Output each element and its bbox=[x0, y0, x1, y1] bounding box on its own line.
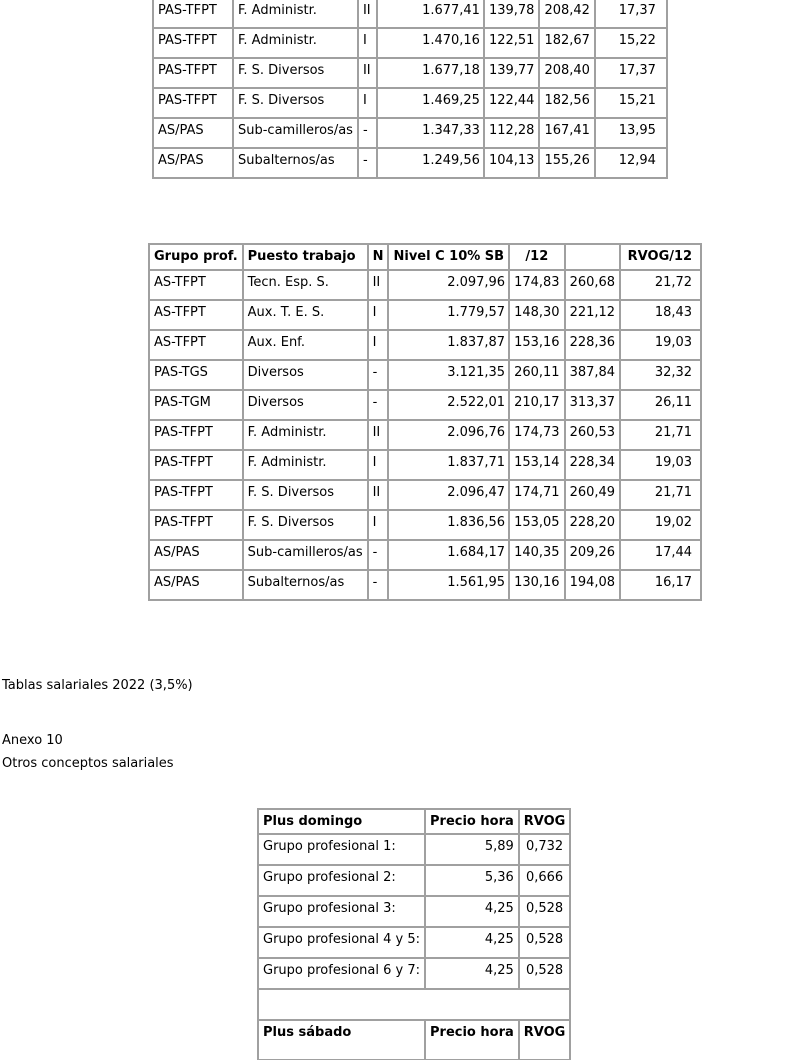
table-cell: PAS-TFPT bbox=[153, 88, 233, 118]
spacer-cell bbox=[258, 989, 570, 1020]
table-cell: 0,528 bbox=[519, 927, 571, 958]
table-row bbox=[149, 390, 701, 420]
table-cell: Diversos bbox=[243, 390, 368, 420]
table-cell: 153,05 bbox=[509, 510, 565, 540]
column-header-puesto-trabajo: Puesto trabajo bbox=[243, 244, 368, 270]
table-cell: 1.347,33 bbox=[377, 118, 484, 148]
table-cell: - bbox=[368, 390, 389, 420]
table-row bbox=[149, 540, 701, 570]
table-row bbox=[258, 927, 570, 958]
column-header-nivel-c: Nivel C 10% SB bbox=[388, 244, 509, 270]
table-cell: PAS-TFPT bbox=[153, 0, 233, 28]
table-cell: F. Administr. bbox=[243, 420, 368, 450]
table-cell: Grupo profesional 3: bbox=[258, 896, 425, 927]
table-spacer-row bbox=[258, 989, 570, 1020]
table-cell: 4,25 bbox=[425, 896, 519, 927]
table-cell: - bbox=[368, 570, 389, 600]
table-cell: 1.779,57 bbox=[388, 300, 509, 330]
table-row bbox=[153, 118, 667, 148]
table-cell: Tecn. Esp. S. bbox=[243, 270, 368, 300]
column-header-precio-hora: Precio hora bbox=[425, 809, 519, 834]
table-cell: II bbox=[368, 420, 389, 450]
table-cell: F. S. Diversos bbox=[243, 480, 368, 510]
table-cell: 0,732 bbox=[519, 834, 571, 865]
table-cell: 2.096,76 bbox=[388, 420, 509, 450]
table-cell: PAS-TFPT bbox=[149, 480, 243, 510]
column-header-div12: /12 bbox=[509, 244, 565, 270]
table-header-row bbox=[149, 244, 701, 270]
table-cell: PAS-TFPT bbox=[153, 58, 233, 88]
salary-table-nivel-c bbox=[148, 243, 702, 601]
table-cell: 228,34 bbox=[565, 450, 621, 480]
table-cell: 209,26 bbox=[565, 540, 621, 570]
column-header-grupo-prof: Grupo prof. bbox=[149, 244, 243, 270]
table-cell: 182,67 bbox=[539, 28, 595, 58]
table-row bbox=[258, 865, 570, 896]
table-cell: I bbox=[368, 510, 389, 540]
table-cell: 19,02 bbox=[620, 510, 701, 540]
table-cell: - bbox=[358, 118, 377, 148]
table-cell: Aux. Enf. bbox=[243, 330, 368, 360]
table-row bbox=[153, 28, 667, 58]
table-cell: 112,28 bbox=[484, 118, 540, 148]
table-cell: 17,37 bbox=[595, 0, 667, 28]
table-row bbox=[149, 300, 701, 330]
table-cell: 228,36 bbox=[565, 330, 621, 360]
table-cell: 0,528 bbox=[519, 896, 571, 927]
table-cell: 26,11 bbox=[620, 390, 701, 420]
table-row bbox=[149, 480, 701, 510]
table-row bbox=[149, 450, 701, 480]
table-cell: 387,84 bbox=[565, 360, 621, 390]
table-cell: 139,78 bbox=[484, 0, 540, 28]
table-row bbox=[258, 834, 570, 865]
table-cell: II bbox=[358, 58, 377, 88]
table-cell: 1.836,56 bbox=[388, 510, 509, 540]
table-cell: 16,17 bbox=[620, 570, 701, 600]
table-cell: 4,25 bbox=[425, 958, 519, 989]
table-cell: Subalternos/as bbox=[243, 570, 368, 600]
table-cell: 260,11 bbox=[509, 360, 565, 390]
table-cell: 221,12 bbox=[565, 300, 621, 330]
table-cell: 208,40 bbox=[539, 58, 595, 88]
tablas-salariales-2022-heading: Tablas salariales 2022 (3,5%) bbox=[2, 678, 193, 693]
column-header-rvog: RVOG bbox=[519, 809, 571, 834]
column-header-precio-hora: Precio hora bbox=[425, 1020, 519, 1060]
table-cell: F. Administr. bbox=[233, 0, 358, 28]
table-cell: AS/PAS bbox=[153, 118, 233, 148]
column-header-rvog12: RVOG/12 bbox=[620, 244, 701, 270]
table-cell: 104,13 bbox=[484, 148, 540, 178]
table-cell: 3.121,35 bbox=[388, 360, 509, 390]
table-cell: - bbox=[368, 540, 389, 570]
table-cell: 140,35 bbox=[509, 540, 565, 570]
table-cell: PAS-TGM bbox=[149, 390, 243, 420]
table-row bbox=[149, 570, 701, 600]
table-cell: 153,16 bbox=[509, 330, 565, 360]
table-cell: 2.097,96 bbox=[388, 270, 509, 300]
table-cell: Grupo profesional 4 y 5: bbox=[258, 927, 425, 958]
table-cell: 1.249,56 bbox=[377, 148, 484, 178]
table-cell: 5,89 bbox=[425, 834, 519, 865]
table-cell: 167,41 bbox=[539, 118, 595, 148]
table-cell: 17,44 bbox=[620, 540, 701, 570]
otros-conceptos-heading: Otros conceptos salariales bbox=[2, 756, 174, 771]
column-header-n: N bbox=[368, 244, 389, 270]
table-cell: AS-TFPT bbox=[149, 270, 243, 300]
table-cell: Sub-camilleros/as bbox=[243, 540, 368, 570]
table-cell: 15,22 bbox=[595, 28, 667, 58]
table-row bbox=[149, 420, 701, 450]
table-cell: 12,94 bbox=[595, 148, 667, 178]
table-cell: 1.837,87 bbox=[388, 330, 509, 360]
table-cell: Aux. T. E. S. bbox=[243, 300, 368, 330]
plus-domingo-sabado-table bbox=[257, 808, 571, 1060]
table-cell: 0,528 bbox=[519, 958, 571, 989]
table-cell: 182,56 bbox=[539, 88, 595, 118]
anexo-10-heading: Anexo 10 bbox=[2, 733, 63, 748]
table-cell: 210,17 bbox=[509, 390, 565, 420]
table-cell: Diversos bbox=[243, 360, 368, 390]
table-cell: 153,14 bbox=[509, 450, 565, 480]
table-cell: AS-TFPT bbox=[149, 300, 243, 330]
table-cell: 1.684,17 bbox=[388, 540, 509, 570]
table-cell: F. S. Diversos bbox=[233, 58, 358, 88]
table-cell: 260,68 bbox=[565, 270, 621, 300]
salary-table-continuation bbox=[152, 0, 668, 179]
table-cell: 21,72 bbox=[620, 270, 701, 300]
table-row bbox=[258, 958, 570, 989]
table-cell: 208,42 bbox=[539, 0, 595, 28]
table-cell: 1.677,18 bbox=[377, 58, 484, 88]
table-row bbox=[153, 0, 667, 28]
table-cell: Grupo profesional 6 y 7: bbox=[258, 958, 425, 989]
column-header-empty bbox=[565, 244, 621, 270]
plus-domingo-header-row bbox=[258, 809, 570, 834]
table-row bbox=[149, 270, 701, 300]
table-row bbox=[149, 360, 701, 390]
table-cell: 174,83 bbox=[509, 270, 565, 300]
table-cell: 13,95 bbox=[595, 118, 667, 148]
table-cell: 5,36 bbox=[425, 865, 519, 896]
table-cell: 174,71 bbox=[509, 480, 565, 510]
table-cell: PAS-TFPT bbox=[149, 510, 243, 540]
table-cell: 32,32 bbox=[620, 360, 701, 390]
table-cell: 148,30 bbox=[509, 300, 565, 330]
table-cell: 130,16 bbox=[509, 570, 565, 600]
table-cell: II bbox=[368, 270, 389, 300]
column-header-plus-sabado: Plus sábado bbox=[258, 1020, 425, 1060]
table-cell: I bbox=[368, 450, 389, 480]
table-cell: AS/PAS bbox=[149, 540, 243, 570]
table-cell: 4,25 bbox=[425, 927, 519, 958]
table-cell: 1.561,95 bbox=[388, 570, 509, 600]
table-cell: 0,666 bbox=[519, 865, 571, 896]
salary-table-continuation-wrap bbox=[152, 0, 668, 179]
table-cell: Grupo profesional 1: bbox=[258, 834, 425, 865]
table-cell: II bbox=[358, 0, 377, 28]
table-row bbox=[258, 896, 570, 927]
table-cell: F. Administr. bbox=[233, 28, 358, 58]
table-row bbox=[149, 510, 701, 540]
table-cell: 155,26 bbox=[539, 148, 595, 178]
plus-table-wrap bbox=[257, 808, 571, 1060]
table-cell: AS/PAS bbox=[153, 148, 233, 178]
table-cell: 260,49 bbox=[565, 480, 621, 510]
table-cell: - bbox=[358, 148, 377, 178]
table-cell: Grupo profesional 2: bbox=[258, 865, 425, 896]
table-cell: I bbox=[368, 300, 389, 330]
table-cell: 1.677,41 bbox=[377, 0, 484, 28]
table-cell: - bbox=[368, 360, 389, 390]
table-cell: 313,37 bbox=[565, 390, 621, 420]
table-cell: 21,71 bbox=[620, 420, 701, 450]
table-cell: 174,73 bbox=[509, 420, 565, 450]
table-row bbox=[153, 58, 667, 88]
table-cell: I bbox=[368, 330, 389, 360]
table-cell: I bbox=[358, 28, 377, 58]
table-cell: PAS-TFPT bbox=[149, 450, 243, 480]
table-cell: F. S. Diversos bbox=[233, 88, 358, 118]
table-row bbox=[153, 88, 667, 118]
table-cell: AS/PAS bbox=[149, 570, 243, 600]
table-cell: PAS-TFPT bbox=[153, 28, 233, 58]
table-cell: 21,71 bbox=[620, 480, 701, 510]
table-cell: AS-TFPT bbox=[149, 330, 243, 360]
table-cell: F. S. Diversos bbox=[243, 510, 368, 540]
table-cell: Subalternos/as bbox=[233, 148, 358, 178]
table-cell: Sub-camilleros/as bbox=[233, 118, 358, 148]
table-cell: 15,21 bbox=[595, 88, 667, 118]
table-row bbox=[153, 148, 667, 178]
table-cell: 122,51 bbox=[484, 28, 540, 58]
table-cell: 18,43 bbox=[620, 300, 701, 330]
table-cell: 139,77 bbox=[484, 58, 540, 88]
salary-table-nivel-c-wrap bbox=[148, 243, 702, 601]
table-cell: PAS-TFPT bbox=[149, 420, 243, 450]
table-cell: 2.096,47 bbox=[388, 480, 509, 510]
table-cell: 1.470,16 bbox=[377, 28, 484, 58]
column-header-rvog: RVOG bbox=[519, 1020, 571, 1060]
table-cell: 19,03 bbox=[620, 330, 701, 360]
table-cell: 1.837,71 bbox=[388, 450, 509, 480]
table-cell: 228,20 bbox=[565, 510, 621, 540]
table-cell: 194,08 bbox=[565, 570, 621, 600]
plus-sabado-header-row bbox=[258, 1020, 570, 1060]
table-cell: F. Administr. bbox=[243, 450, 368, 480]
table-cell: 2.522,01 bbox=[388, 390, 509, 420]
table-row bbox=[149, 330, 701, 360]
table-cell: 122,44 bbox=[484, 88, 540, 118]
table-cell: 17,37 bbox=[595, 58, 667, 88]
table-cell: 260,53 bbox=[565, 420, 621, 450]
table-cell: 1.469,25 bbox=[377, 88, 484, 118]
table-cell: 19,03 bbox=[620, 450, 701, 480]
table-cell: PAS-TGS bbox=[149, 360, 243, 390]
column-header-plus-domingo: Plus domingo bbox=[258, 809, 425, 834]
table-cell: I bbox=[358, 88, 377, 118]
table-cell: II bbox=[368, 480, 389, 510]
